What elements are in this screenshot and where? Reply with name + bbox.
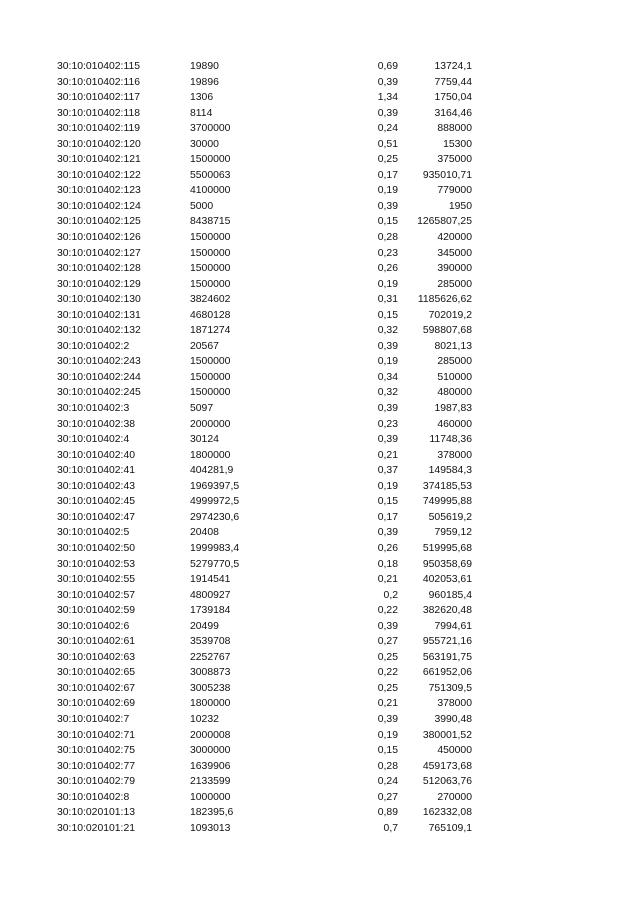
amount-cell: 779000: [437, 185, 472, 197]
cadastral-number-cell: 30:10:010402:4: [57, 434, 130, 446]
cadastral-number-cell: 30:10:010402:131: [57, 309, 141, 321]
amount-cell: 285000: [437, 356, 472, 368]
value-cell: 5279770,5: [190, 558, 240, 570]
amount-cell: 950358,69: [422, 558, 472, 570]
table-row: [0, 308, 640, 324]
value-cell: 182395,6: [190, 807, 234, 819]
amount-cell: 8021,13: [434, 340, 472, 352]
cadastral-number-cell: 30:10:010402:2: [57, 340, 130, 352]
value-cell: 2252767: [190, 651, 231, 663]
table-row: [0, 152, 640, 168]
cadastral-number-cell: 30:10:010402:122: [57, 169, 141, 181]
cadastral-number-cell: 30:10:010402:55: [57, 574, 136, 586]
coefficient-cell: 0,26: [377, 542, 398, 554]
cadastral-number-cell: 30:10:010402:79: [57, 776, 136, 788]
value-cell: 1500000: [190, 247, 231, 259]
amount-cell: 162332,08: [422, 807, 472, 819]
value-cell: 3824602: [190, 294, 231, 306]
cadastral-number-cell: 30:10:010402:53: [57, 558, 136, 570]
amount-cell: 3164,46: [434, 107, 472, 119]
coefficient-cell: 0,23: [377, 418, 398, 430]
amount-cell: 512063,76: [422, 776, 472, 788]
coefficient-cell: 0,25: [377, 651, 398, 663]
amount-cell: 460000: [437, 418, 472, 430]
cadastral-number-cell: 30:10:010402:61: [57, 636, 136, 648]
value-cell: 30124: [190, 434, 219, 446]
value-cell: 1500000: [190, 371, 231, 383]
coefficient-cell: 0,51: [377, 138, 398, 150]
cadastral-number-cell: 30:10:010402:120: [57, 138, 141, 150]
value-cell: 3700000: [190, 123, 231, 135]
cadastral-number-cell: 30:10:010402:125: [57, 216, 141, 228]
coefficient-cell: 0,19: [377, 185, 398, 197]
value-cell: 1500000: [190, 154, 231, 166]
table-row: [0, 199, 640, 215]
table-row: [0, 59, 640, 75]
value-cell: 4680128: [190, 309, 231, 321]
cadastral-number-cell: 30:10:010402:5: [57, 527, 130, 539]
cadastral-number-cell: 30:10:010402:67: [57, 682, 136, 694]
cadastral-number-cell: 30:10:020101:21: [57, 822, 136, 834]
value-cell: 5500063: [190, 169, 231, 181]
coefficient-cell: 0,15: [377, 496, 398, 508]
value-cell: 1500000: [190, 356, 231, 368]
amount-cell: 15300: [443, 138, 472, 150]
amount-cell: 382620,48: [422, 605, 472, 617]
amount-cell: 345000: [437, 247, 472, 259]
table-row: [0, 588, 640, 604]
amount-cell: 149584,3: [428, 465, 472, 477]
table-row: [0, 90, 640, 106]
value-cell: 4800927: [190, 589, 231, 601]
cadastral-number-cell: 30:10:010402:77: [57, 760, 136, 772]
cadastral-number-cell: 30:10:010402:65: [57, 667, 136, 679]
coefficient-cell: 0,2: [383, 589, 398, 601]
table-row: [0, 277, 640, 293]
amount-cell: 888000: [437, 123, 472, 135]
table-row: [0, 370, 640, 386]
cadastral-number-cell: 30:10:010402:41: [57, 465, 136, 477]
table-row: [0, 339, 640, 355]
value-cell: 3539708: [190, 636, 231, 648]
coefficient-cell: 0,39: [377, 713, 398, 725]
amount-cell: 13724,1: [434, 61, 472, 72]
value-cell: 19890: [190, 61, 219, 72]
table-row: [0, 619, 640, 635]
amount-cell: 3990,48: [434, 713, 472, 725]
coefficient-cell: 0,25: [377, 154, 398, 166]
value-cell: 1500000: [190, 278, 231, 290]
amount-cell: 749995,88: [422, 496, 472, 508]
coefficient-cell: 0,34: [377, 371, 398, 383]
coefficient-cell: 0,15: [377, 745, 398, 757]
amount-cell: 402053,61: [422, 574, 472, 586]
value-cell: 20567: [190, 340, 219, 352]
table-row: [0, 292, 640, 308]
cadastral-number-cell: 30:10:010402:40: [57, 449, 136, 461]
cadastral-number-cell: 30:10:010402:38: [57, 418, 136, 430]
coefficient-cell: 0,21: [377, 574, 398, 586]
table-row: [0, 106, 640, 122]
coefficient-cell: 0,25: [377, 682, 398, 694]
value-cell: 3008873: [190, 667, 231, 679]
coefficient-cell: 0,39: [377, 76, 398, 88]
amount-cell: 598807,68: [422, 325, 472, 337]
value-cell: 1739184: [190, 605, 231, 617]
table-row: [0, 463, 640, 479]
table-row: [0, 728, 640, 744]
table-row: [0, 214, 640, 230]
cadastral-number-cell: 30:10:020101:13: [57, 807, 136, 819]
amount-cell: 1185626,62: [417, 294, 472, 306]
cadastral-number-cell: 30:10:010402:243: [57, 356, 141, 368]
spreadsheet-table: [0, 59, 640, 836]
cadastral-number-cell: 30:10:010402:119: [57, 123, 141, 135]
amount-cell: 1265807,25: [417, 216, 472, 228]
value-cell: 1639906: [190, 760, 231, 772]
amount-cell: 751309,5: [428, 682, 472, 694]
value-cell: 4999972,5: [190, 496, 240, 508]
amount-cell: 7994,61: [434, 620, 472, 632]
coefficient-cell: 0,39: [377, 107, 398, 119]
value-cell: 1914541: [190, 574, 231, 586]
value-cell: 3005238: [190, 682, 231, 694]
value-cell: 5000: [190, 200, 214, 212]
table-row: [0, 681, 640, 697]
cadastral-number-cell: 30:10:010402:3: [57, 403, 130, 415]
coefficient-cell: 0,39: [377, 403, 398, 415]
value-cell: 1800000: [190, 698, 231, 710]
amount-cell: 960185,4: [428, 589, 472, 601]
coefficient-cell: 0,17: [377, 169, 398, 181]
cadastral-number-cell: 30:10:010402:6: [57, 620, 130, 632]
cadastral-number-cell: 30:10:010402:115: [57, 61, 141, 72]
cadastral-number-cell: 30:10:010402:123: [57, 185, 141, 197]
value-cell: 30000: [190, 138, 219, 150]
table-row: [0, 261, 640, 277]
amount-cell: 374185,53: [422, 480, 472, 492]
amount-cell: 519995,68: [422, 542, 472, 554]
coefficient-cell: 0,24: [377, 776, 398, 788]
table-row: [0, 323, 640, 339]
table-row: [0, 650, 640, 666]
cadastral-number-cell: 30:10:010402:245: [57, 387, 141, 399]
amount-cell: 375000: [437, 154, 472, 166]
table-row: [0, 557, 640, 573]
cadastral-number-cell: 30:10:010402:117: [57, 92, 141, 104]
value-cell: 2133599: [190, 776, 231, 788]
table-row: [0, 821, 640, 837]
amount-cell: 459173,68: [422, 760, 472, 772]
cadastral-number-cell: 30:10:010402:7: [57, 713, 130, 725]
table-row: [0, 712, 640, 728]
coefficient-cell: 0,19: [377, 278, 398, 290]
value-cell: 1093013: [190, 822, 231, 834]
table-row: [0, 354, 640, 370]
value-cell: 20499: [190, 620, 219, 632]
table-row: [0, 246, 640, 262]
cadastral-number-cell: 30:10:010402:47: [57, 511, 136, 523]
table-row: [0, 634, 640, 650]
coefficient-cell: 1,34: [377, 92, 398, 104]
coefficient-cell: 0,19: [377, 480, 398, 492]
amount-cell: 510000: [437, 371, 472, 383]
cadastral-number-cell: 30:10:010402:45: [57, 496, 136, 508]
coefficient-cell: 0,32: [377, 325, 398, 337]
cadastral-number-cell: 30:10:010402:132: [57, 325, 141, 337]
coefficient-cell: 0,15: [377, 309, 398, 321]
coefficient-cell: 0,39: [377, 434, 398, 446]
coefficient-cell: 0,17: [377, 511, 398, 523]
cadastral-number-cell: 30:10:010402:127: [57, 247, 141, 259]
amount-cell: 505619,2: [428, 511, 472, 523]
cadastral-number-cell: 30:10:010402:124: [57, 200, 141, 212]
amount-cell: 935010,71: [422, 169, 472, 181]
cadastral-number-cell: 30:10:010402:57: [57, 589, 136, 601]
amount-cell: 378000: [437, 449, 472, 461]
coefficient-cell: 0,27: [377, 791, 398, 803]
value-cell: 2000000: [190, 418, 231, 430]
value-cell: 1500000: [190, 232, 231, 244]
value-cell: 2974230,6: [190, 511, 240, 523]
coefficient-cell: 0,28: [377, 232, 398, 244]
coefficient-cell: 0,21: [377, 449, 398, 461]
coefficient-cell: 0,19: [377, 729, 398, 741]
amount-cell: 1987,83: [434, 403, 472, 415]
cadastral-number-cell: 30:10:010402:63: [57, 651, 136, 663]
value-cell: 2000008: [190, 729, 231, 741]
coefficient-cell: 0,32: [377, 387, 398, 399]
table-row: [0, 183, 640, 199]
table-row: [0, 572, 640, 588]
amount-cell: 7959,12: [434, 527, 472, 539]
coefficient-cell: 0,7: [383, 822, 398, 834]
table-row: [0, 525, 640, 541]
coefficient-cell: 0,69: [377, 61, 398, 72]
table-row: [0, 137, 640, 153]
table-row: [0, 230, 640, 246]
table-row: [0, 743, 640, 759]
amount-cell: 661952,06: [422, 667, 472, 679]
value-cell: 404281,9: [190, 465, 234, 477]
cadastral-number-cell: 30:10:010402:75: [57, 745, 136, 757]
amount-cell: 380001,52: [422, 729, 472, 741]
amount-cell: 270000: [437, 791, 472, 803]
cadastral-number-cell: 30:10:010402:116: [57, 76, 141, 88]
coefficient-cell: 0,37: [377, 465, 398, 477]
coefficient-cell: 0,21: [377, 698, 398, 710]
amount-cell: 285000: [437, 278, 472, 290]
table-row: [0, 665, 640, 681]
table-row: [0, 494, 640, 510]
coefficient-cell: 0,22: [377, 605, 398, 617]
table-row: [0, 805, 640, 821]
coefficient-cell: 0,23: [377, 247, 398, 259]
amount-cell: 450000: [437, 745, 472, 757]
value-cell: 3000000: [190, 745, 231, 757]
table-row: [0, 401, 640, 417]
coefficient-cell: 0,39: [377, 340, 398, 352]
table-row: [0, 121, 640, 137]
cadastral-number-cell: 30:10:010402:59: [57, 605, 136, 617]
cadastral-number-cell: 30:10:010402:71: [57, 729, 136, 741]
amount-cell: 765109,1: [428, 822, 472, 834]
coefficient-cell: 0,26: [377, 263, 398, 275]
amount-cell: 563191,75: [422, 651, 472, 663]
value-cell: 8438715: [190, 216, 231, 228]
cadastral-number-cell: 30:10:010402:244: [57, 371, 141, 383]
value-cell: 1871274: [190, 325, 231, 337]
coefficient-cell: 0,19: [377, 356, 398, 368]
table-row: [0, 479, 640, 495]
cadastral-number-cell: 30:10:010402:128: [57, 263, 141, 275]
amount-cell: 1950: [448, 200, 472, 212]
amount-cell: 378000: [437, 698, 472, 710]
table-row: [0, 603, 640, 619]
cadastral-number-cell: 30:10:010402:43: [57, 480, 136, 492]
cadastral-number-cell: 30:10:010402:50: [57, 542, 136, 554]
table-row: [0, 696, 640, 712]
value-cell: 1800000: [190, 449, 231, 461]
table-row: [0, 774, 640, 790]
value-cell: 5097: [190, 403, 214, 415]
table-row: [0, 541, 640, 557]
coefficient-cell: 0,39: [377, 527, 398, 539]
table-row: [0, 448, 640, 464]
coefficient-cell: 0,24: [377, 123, 398, 135]
cadastral-number-cell: 30:10:010402:121: [57, 154, 141, 166]
value-cell: 20408: [190, 527, 219, 539]
value-cell: 1306: [190, 92, 214, 104]
value-cell: 1999983,4: [190, 542, 240, 554]
cadastral-number-cell: 30:10:010402:69: [57, 698, 136, 710]
table-row: [0, 759, 640, 775]
amount-cell: 955721,16: [422, 636, 472, 648]
value-cell: 1000000: [190, 791, 231, 803]
amount-cell: 7759,44: [434, 76, 472, 88]
coefficient-cell: 0,31: [377, 294, 398, 306]
coefficient-cell: 0,39: [377, 620, 398, 632]
value-cell: 1969397,5: [190, 480, 240, 492]
table-row: [0, 75, 640, 91]
coefficient-cell: 0,15: [377, 216, 398, 228]
value-cell: 10232: [190, 713, 219, 725]
cadastral-number-cell: 30:10:010402:130: [57, 294, 141, 306]
table-row: [0, 385, 640, 401]
table-row: [0, 510, 640, 526]
coefficient-cell: 0,39: [377, 200, 398, 212]
coefficient-cell: 0,18: [377, 558, 398, 570]
coefficient-cell: 0,27: [377, 636, 398, 648]
coefficient-cell: 0,89: [377, 807, 398, 819]
table-row: [0, 790, 640, 806]
coefficient-cell: 0,28: [377, 760, 398, 772]
amount-cell: 11748,36: [429, 434, 472, 446]
amount-cell: 702019,2: [428, 309, 472, 321]
amount-cell: 390000: [437, 263, 472, 275]
cadastral-number-cell: 30:10:010402:126: [57, 232, 141, 244]
coefficient-cell: 0,22: [377, 667, 398, 679]
amount-cell: 480000: [437, 387, 472, 399]
value-cell: 4100000: [190, 185, 231, 197]
cadastral-number-cell: 30:10:010402:8: [57, 791, 130, 803]
table-row: [0, 417, 640, 433]
table-row: [0, 432, 640, 448]
amount-cell: 1750,04: [434, 92, 472, 104]
amount-cell: 420000: [437, 232, 472, 244]
value-cell: 19896: [190, 76, 219, 88]
table-row: [0, 168, 640, 184]
value-cell: 8114: [190, 107, 213, 119]
value-cell: 1500000: [190, 263, 231, 275]
cadastral-number-cell: 30:10:010402:118: [57, 107, 141, 119]
value-cell: 1500000: [190, 387, 231, 399]
cadastral-number-cell: 30:10:010402:129: [57, 278, 141, 290]
